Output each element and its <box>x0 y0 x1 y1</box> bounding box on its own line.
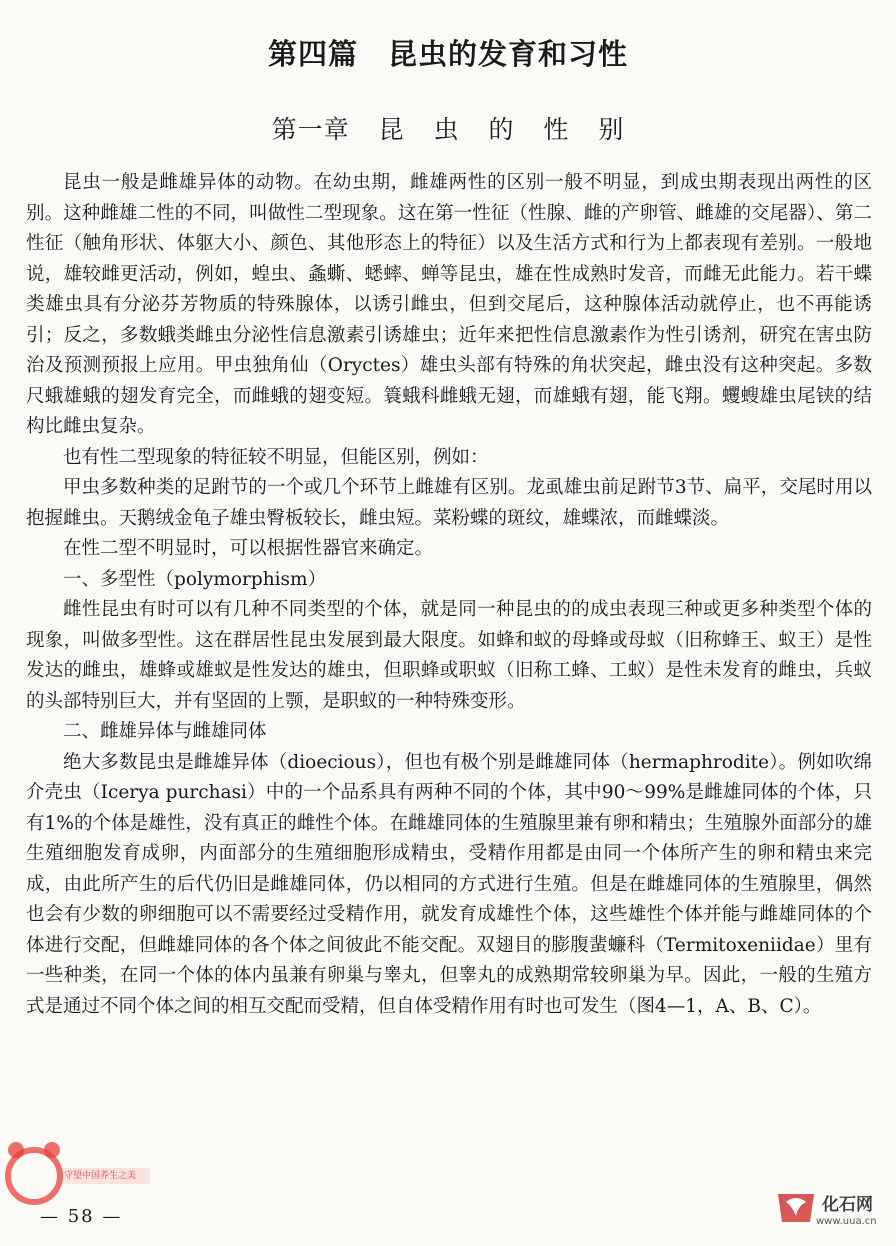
section-heading: 一、多型性（polymorphism） <box>63 568 327 590</box>
page-number: — 58 — <box>40 1206 123 1227</box>
paragraph: 雌性昆虫有时可以有几种不同类型的个体，就是同一种昆虫的的成虫表现三种或更多种类型个体的现象，叫做多型性。这在群居性昆虫发展到最大限度。如蜂和蚁的母蜂或母蚁（旧称蜂王、蚁王）是性发达的雌虫，雄蜂或雄蚁是性发达的雄虫，但职蜂或职蚁（旧称工蜂、工蚁）是性未发育的雌虫，兵蚁的头部特别巨大，并有坚固的上颚，是职蚁的一种特殊变形。 <box>26 599 872 712</box>
paragraph: 在性二型不明显时，可以根据性器官来确定。 <box>63 538 434 559</box>
fossil-logo-icon <box>774 1184 818 1228</box>
paragraph: 甲虫多数种类的足跗节的一个或几个环节上雌雄有区别。龙虱雄虫前足跗节3节、扁平，交尾时用以抱握雌虫。天鹅绒金龟子雄虫臀板较长，雌虫短。菜粉蝶的斑纹，雄蝶浓，而雌蝶淡。 <box>26 477 872 529</box>
chapter-title: 第一章 昆 虫 的 性 别 <box>271 115 625 144</box>
part-title: 第四篇 昆虫的发育和习性 <box>267 37 628 71</box>
watermark-stamp <box>4 1128 154 1218</box>
logo-name: 化石网 <box>822 1195 873 1215</box>
logo-url: www.uua.cn <box>816 1216 877 1227</box>
paragraph: 昆虫一般是雌雄异体的动物。在幼虫期，雌雄两性的区别一般不明显，到成虫期表现出两性的区别。这种雌雄二性的不同，叫做性二型现象。这在第一性征（性腺、雌的产卵管、雌雄的交尾器）、第二性征（触角形状、体躯大小、颜色、其他形态上的特征）以及生活方式和行为上都表现有差别。一般地说，雄较雌更活动，例如，蝗虫、螽蟖、蟋蟀、蝉等昆虫，雄在性成熟时发音，而雌无此能力。若干蝶类雄虫具有分泌芬芳物质的特殊腺体，以诱引雌虫，但到交尾后，这种腺体活动就停止，也不再能诱引；反之，多数蛾类雌虫分泌性信息激素引诱雄虫；近年来把性信息激素作为性引诱剂，研究在害虫防治及预测预报上应用。甲虫独角仙（Oryctes）雄虫头部有特殊的角状突起，雌虫没有这种突起。多数尺蛾雄蛾的翅发育完全，而雌蛾的翅变短。簑蛾科雌蛾无翅，而雄蛾有翅，能飞翔。蠼螋雄虫尾铗的结构比雌虫复杂。 <box>26 172 872 437</box>
body-text <box>26 168 872 1022</box>
paragraph: 绝大多数昆虫是雌雄异体（dioecious），但也有极个别是雌雄同体（hermaphrodite）。例如吹绵介壳虫（Icerya purchasi）中的一个品系具有两种不同的个体，其中90～99%是雌雄同体的个体，只有1%的个体是雄性，没有真正的雌性个体。在雌雄同体的生殖腺里兼有卵和精虫；生殖腺外面部分的雄生殖细胞发育成卵，内面部分的生殖细胞形成精虫，受精作用都是由同一个体所产生的卵和精虫来完成，由此所产生的后代仍旧是雌雄同体，仍以相同的方式进行生殖。但是在雌雄同体的生殖腺里，偶然也会有少数的卵细胞可以不需要经过受精作用，就发育成雄性个体，这些雄性个体并能与雌雄同体的个体进行交配，但雌雄同体的各个体之间彼此不能交配。双翅目的膨腹蜚蠊科（Termitoxeniidae）里有一些种类，在同一个体的体内虽兼有卵巢与睾丸，但睾丸的成熟期常较卵巢为早。因此，一般的生殖方式是通过不同个体之间的相互交配而受精，但自体受精作用有时也可发生（图4—1，A、B、C）。 <box>26 751 872 1017</box>
section-heading: 二、雌雄异体与雌雄同体 <box>63 721 267 742</box>
site-logo <box>772 1180 890 1242</box>
stamp-caption: 守望中国养生之美 <box>64 1171 137 1181</box>
paragraph: 也有性二型现象的特征较不明显，但能区别，例如： <box>63 446 489 468</box>
